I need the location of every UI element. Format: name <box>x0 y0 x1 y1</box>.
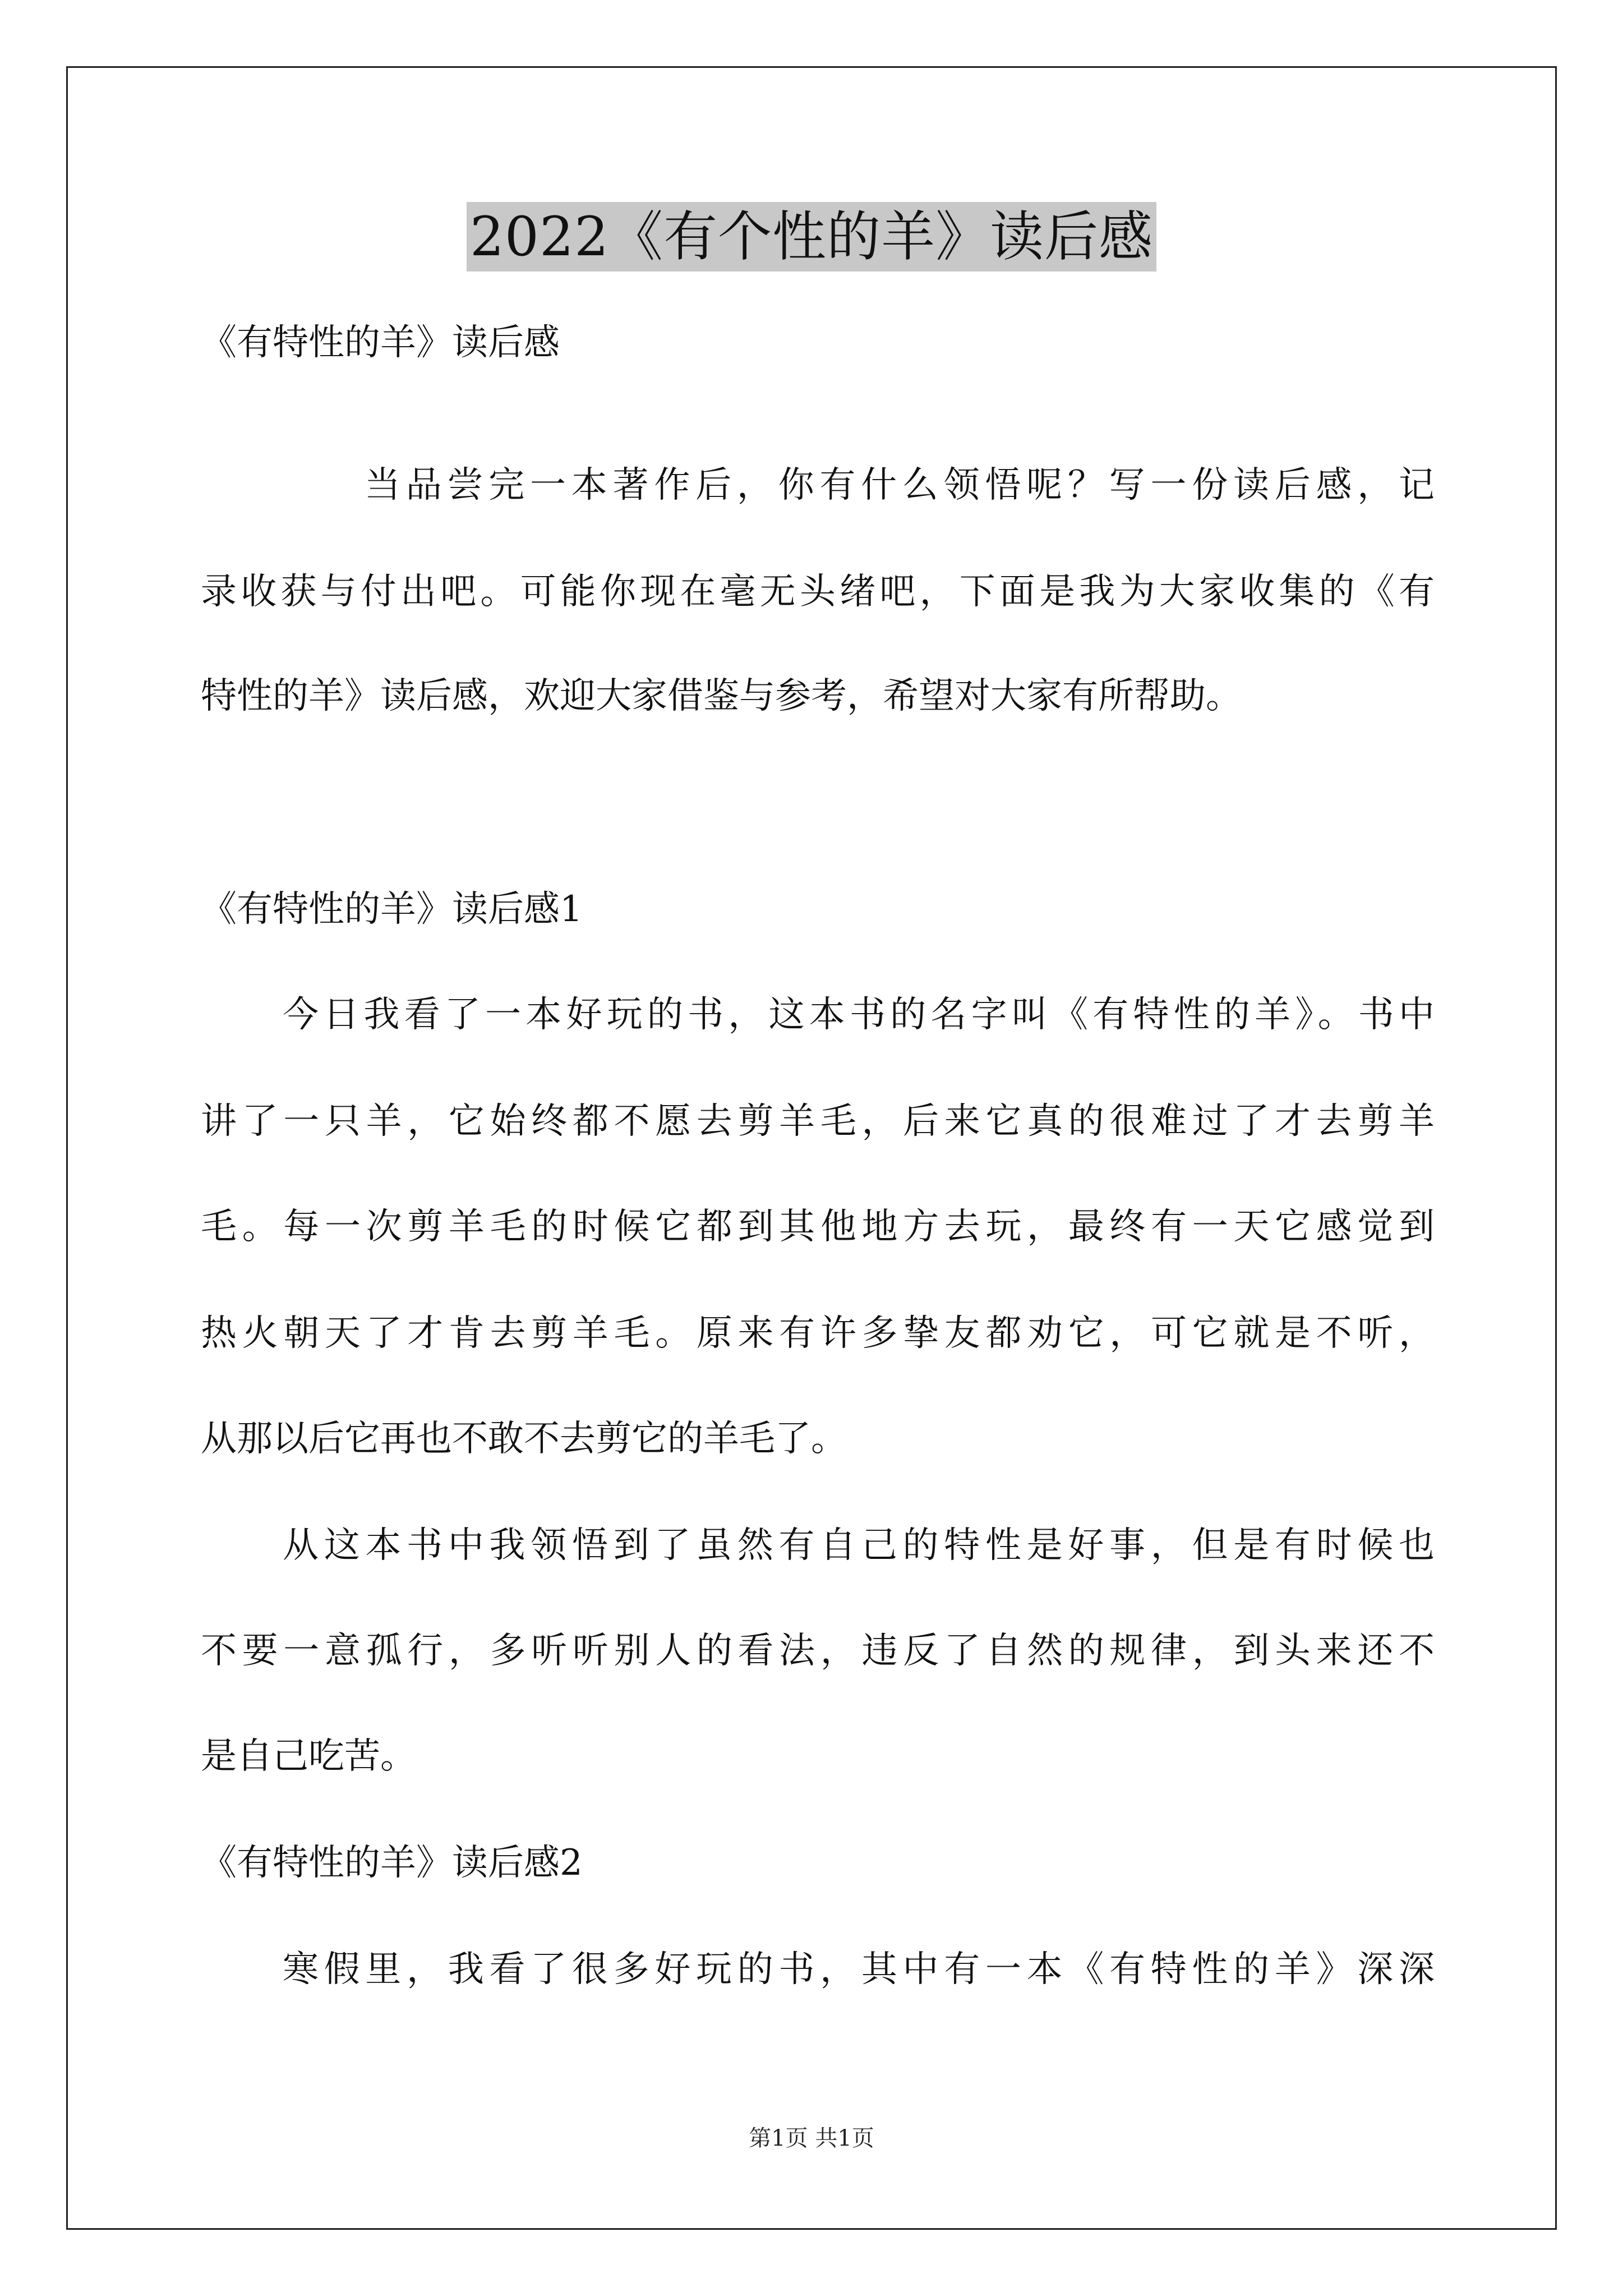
intro-line-2: 录收获与付出吧。可能你现在毫无头绪吧，下面是我为大家收集的《有 <box>201 571 1435 613</box>
section1-para2-line-1: 从这本书中我领悟到了虽然有自己的特性是好事，但是有时候也 <box>283 1525 1435 1566</box>
intro-line-3: 特性的羊》读后感，欢迎大家借鉴与参考，希望对大家有所帮助。 <box>201 675 1242 717</box>
page-number: 第1页 共1页 <box>749 2125 874 2151</box>
section1-para1-line-2: 讲了一只羊，它始终都不愿去剪羊毛，后来它真的很难过了才去剪羊 <box>201 1101 1435 1142</box>
section2-para1-line-1: 寒假里，我看了很多好玩的书，其中有一本《有特性的羊》深深 <box>283 1949 1435 1990</box>
section1-heading: 《有特性的羊》读后感1 <box>201 889 583 930</box>
intro-line-1: 当品尝完一本著作后，你有什么领悟呢？写一份读后感，记 <box>365 464 1435 506</box>
section2-heading: 《有特性的羊》读后感2 <box>201 1842 583 1884</box>
section1-para2-line-3: 是自己吃苦。 <box>201 1736 416 1777</box>
page-footer <box>0 2123 1623 2154</box>
section1-para1-line-1: 今日我看了一本好玩的书，这本书的名字叫《有特性的羊》。书中 <box>283 994 1435 1036</box>
document-title: 2022《有个性的羊》读后感 <box>467 202 1156 272</box>
page-frame <box>66 66 1557 2230</box>
section1-para1-line-3: 毛。每一次剪羊毛的时候它都到其他地方去玩，最终有一天它感觉到 <box>201 1206 1435 1248</box>
title-container <box>0 202 1623 272</box>
section1-para2-line-2: 不要一意孤行，多听听别人的看法，违反了自然的规律，到头来还不 <box>201 1630 1435 1672</box>
section1-para1-line-5: 从那以后它再也不敢不去剪它的羊毛了。 <box>201 1418 847 1460</box>
intro-heading: 《有特性的羊》读后感 <box>201 322 560 364</box>
section1-para1-line-4: 热火朝天了才肯去剪羊毛。原来有许多挚友都劝它，可它就是不听， <box>201 1313 1435 1354</box>
